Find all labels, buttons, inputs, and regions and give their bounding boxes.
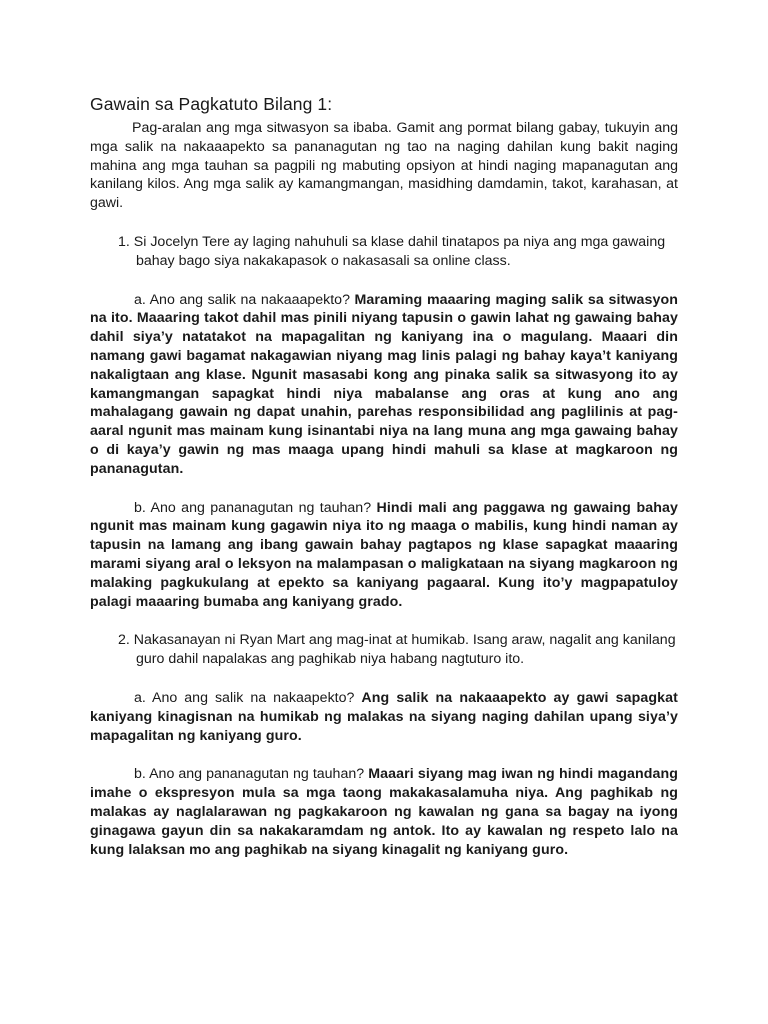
situation-2-line1: 2. Nakasanayan ni Ryan Mart ang mag-inat at humikab. Isang araw, nagalit ang kanilang [118, 632, 676, 649]
situation-1-line2: bahay bago siya nakakapasok o nakasasali sa online class. [136, 252, 511, 269]
question-label: a. Ano ang salik na nakaapekto? [134, 689, 355, 706]
instructions-paragraph: Pag-aralan ang mga sitwasyon sa ibaba. Gamit ang pormat bilang gabay, tukuyin ang mga salik na nakaaapekto sa pananagutan ng tao na naging dahilan kung bakit naging mahina ang mga tauhan sa pagpili ng mabuting opsiyon at hindi naging mapanagutan ang kanilang kilos. Ang mga salik ay kamangmangan, masidhing damdamin, takot, karahasan, at gawi. [90, 120, 678, 212]
question-label: b. Ano ang pananagutan ng tauhan? [134, 766, 365, 783]
question-label: a. Ano ang salik na nakaaapekto? [134, 291, 350, 308]
question-label: b. Ano ang pananagutan ng tauhan? [134, 499, 372, 516]
situation-1 [90, 233, 678, 271]
situation-2-answer-a [90, 689, 678, 745]
situation-2 [90, 631, 678, 669]
situation-1-answer-b [90, 499, 678, 612]
situation-2-answer-b [90, 765, 678, 859]
answer-text: Maaari siyang mag iwan ng hindi magandang imahe o ekspresyon mula sa mga taong makakasalamuha niya. Ang paghikab ng malakas ay naglalarawan ng pagkakaroon ng kawalan ng gana sa bagay na iyong ginagawa gayun din sa nakakaramdam ng antok. Ito ay kawalan ng respeto lalo na kung lalaksan mo ang paghikab na siyang kinagalit ng kaniyang guro. [90, 766, 679, 858]
situation-1-answer-a [90, 291, 678, 479]
answer-text: Ang salik na nakaaapekto ay gawi sapagkat kaniyang kinagisnan na humikab ng malakas na siyang naging dahilan upang siya’y mapagalitan ng kaniyang guro. [90, 689, 678, 744]
answer-text: Hindi mali ang paggawa ng gawaing bahay ngunit mas mainam kung gagawin niya ito ng maaga o mabilis, kung hindi naman ay tapusin na lamang ang ibang gawain bahay pagtapos ng klase sapagkat maaaring marami siyang aral o leksyon na malampasan o maligkataan na siyang magkaroon ng malaking pagkukulang at epekto sa kaniyang pagaaral. Kung ito’y magpapatuloy palagi maaaring bumaba ang kaniyang grado. [90, 499, 678, 610]
situation-1-line1: 1. Si Jocelyn Tere ay laging nahuhuli sa klase dahil tinatapos pa niya ang mga gawaing [118, 233, 666, 250]
page-title: Gawain sa Pagkatuto Bilang 1: [90, 94, 333, 114]
answer-text: Maraming maaaring maging salik sa sitwasyon na ito. Maaaring takot dahil mas pinili niyang tapusin o gawin lahat ng gawaing bahay dahil siya’y natatakot na mapagalitan ng kaniyang ina o magulang. Maaari din namang gawi bagamat nakagawian niyang mag linis palagi ng bahay kaya’t kaniyang nakaligtaan ang klase. Ngunit masasabi kong ang pinaka salik sa sitwasyong ito ay kamangmangan sapagkat hindi niya mabalanse ang oras at kung ano ang mahalagang gawain ng dapat unahin, parehas responsibilidad ang paglilinis at pag-aaral ngunit mas mainam kung isinantabi niya na lang muna ang mga gawaing bahay o di kaya’y gawin ng mas maaga upang hindi mahuli sa klase at magkaroon ng pananagutan. [90, 291, 678, 477]
situation-2-line2: guro dahil napalakas ang paghikab niya habang nagtuturo ito. [136, 651, 525, 668]
